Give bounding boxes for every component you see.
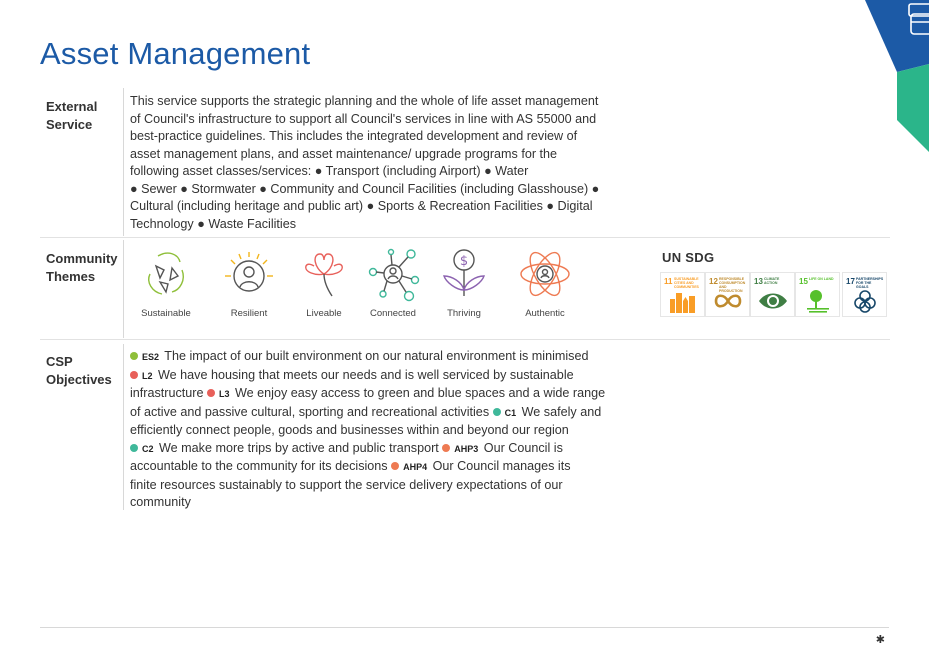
objective-text: Our Council manages its	[432, 459, 571, 473]
sdg-label: RESPONSIBLE CONSUMPTION AND PRODUCTION	[719, 277, 746, 293]
objective-code: L3	[219, 389, 230, 399]
description-line: Cultural (including heritage and public art) ● Sports & Recreation Facilities ● Digital	[130, 199, 593, 213]
theme-label: Thriving	[447, 308, 481, 319]
external-service-label: External Service	[46, 99, 98, 132]
objective-text: accountable to the community for its decisions	[130, 459, 388, 473]
objective-text: The impact of our built environment on our natural environment is minimised	[164, 349, 589, 363]
objective-dot-icon	[207, 389, 215, 397]
objective-code: AHP3	[454, 443, 479, 454]
objective-code: C1	[504, 407, 517, 418]
objective-text: community	[130, 495, 191, 509]
objective-text: We safely and	[521, 404, 602, 419]
objective-line	[130, 494, 640, 512]
footer-divider	[40, 627, 889, 628]
city-buildings-icon	[668, 289, 698, 313]
objective-text: of active and passive cultural, sporting and recreational activities	[130, 404, 490, 419]
sdg-number: 13	[754, 277, 763, 286]
row-divider	[40, 237, 890, 238]
objective-text: efficiently connect people, goods and businesses within and beyond our region	[130, 423, 569, 437]
theme-thriving	[428, 246, 500, 319]
description-line: following asset classes/services: ● Transport (including Airport) ● Water	[130, 164, 529, 178]
objective-text: Our Council is	[483, 440, 563, 455]
page-title: Asset Management	[40, 36, 311, 71]
objective-text: finite resources sustainably to support the service delivery expectations of our	[130, 477, 563, 492]
svg-text:$: $	[459, 254, 469, 269]
objective-code: L2	[142, 370, 153, 381]
objective-text: We have housing that meets our needs and is well serviced by sustainable	[158, 367, 574, 382]
corner-decoration	[829, 0, 929, 160]
description-line: best-practice guidelines. This includes the integrated development and review of	[130, 129, 578, 143]
footer-asterisk-icon: ✱	[875, 634, 885, 646]
theme-label: Authentic	[525, 308, 565, 319]
objective-line	[130, 348, 640, 367]
network-person-icon	[365, 246, 421, 302]
objective-text: We enjoy easy access to green and blue spaces and a wide range	[235, 386, 606, 400]
csp-objectives-label: CSP Objectives	[46, 354, 112, 387]
objective-line	[130, 458, 640, 477]
objective-dot-icon	[130, 444, 138, 452]
objective-dot-icon	[130, 371, 138, 379]
row-divider	[40, 339, 890, 340]
sdg-number: 15	[799, 277, 808, 286]
tree-icon	[803, 289, 833, 313]
sdg-goal-13	[750, 272, 795, 317]
sdg-number: 12	[709, 277, 718, 286]
objective-line	[130, 477, 640, 495]
infinity-loop-icon	[713, 289, 743, 313]
sdg-label: SUSTAINABLE CITIES AND COMMUNITIES	[674, 277, 699, 289]
sdg-goal-11	[660, 272, 705, 317]
sdg-goal-17	[842, 272, 887, 317]
objective-text: We make more trips by active and public transport	[159, 440, 439, 455]
sdg-goal-15	[795, 272, 840, 317]
theme-sustainable	[130, 246, 202, 319]
theme-liveable	[288, 246, 360, 319]
objective-text: infrastructure	[130, 386, 204, 400]
sdg-number: 17	[846, 277, 855, 286]
theme-authentic	[509, 246, 581, 319]
money-plant-icon	[436, 246, 492, 302]
description-line: Technology ● Waste Facilities	[130, 216, 297, 231]
sun-person-icon	[221, 246, 277, 302]
community-themes-label: Community Themes	[46, 251, 118, 284]
theme-connected	[357, 246, 429, 319]
objective-line	[130, 422, 640, 440]
objective-dot-icon	[391, 462, 399, 470]
sdg-number: 11	[664, 277, 673, 286]
sdg-goal-12	[705, 272, 750, 317]
theme-label: Liveable	[306, 308, 342, 319]
objective-line	[130, 404, 640, 423]
recycle-leaves-icon	[138, 246, 194, 302]
objective-line	[130, 367, 640, 386]
sdg-label: PARTNERSHIPS FOR THE GOALS	[856, 277, 884, 289]
atom-person-icon	[517, 246, 573, 302]
row-divider-vertical	[123, 88, 124, 236]
row-divider-vertical	[123, 344, 124, 510]
objective-code: ES2	[142, 352, 160, 362]
csp-objectives-list	[130, 348, 640, 512]
theme-label: Resilient	[230, 308, 268, 319]
objective-dot-icon	[442, 444, 450, 452]
description-line: of Council's infrastructure to support all Council's services in line with AS 55000 and	[130, 111, 597, 126]
objective-line	[130, 440, 640, 459]
theme-label: Sustainable	[141, 308, 191, 319]
un-sdg-title: UN SDG	[662, 250, 715, 265]
description-line: ● Sewer ● Stormwater ● Community and Council Facilities (including Glasshouse) ●	[130, 181, 600, 196]
objective-code: AHP4	[403, 462, 428, 472]
row-divider-vertical	[123, 240, 124, 338]
sdg-label: LIFE ON LAND	[809, 277, 834, 281]
eye-globe-icon	[758, 289, 788, 313]
objective-line	[130, 385, 640, 404]
rings-icon	[850, 289, 880, 313]
theme-resilient	[213, 246, 285, 319]
sdg-label: CLIMATE ACTION	[764, 277, 780, 285]
objective-dot-icon	[130, 352, 138, 360]
description-line: This service supports the strategic planning and the whole of life asset management	[130, 94, 599, 108]
objective-code: C2	[142, 443, 154, 454]
theme-label: Connected	[370, 308, 416, 319]
external-service-description	[130, 93, 628, 233]
heart-clover-icon	[296, 246, 352, 302]
objective-dot-icon	[493, 408, 501, 416]
description-line: asset management plans, and asset maintenance/ upgrade programs for the	[130, 146, 558, 161]
